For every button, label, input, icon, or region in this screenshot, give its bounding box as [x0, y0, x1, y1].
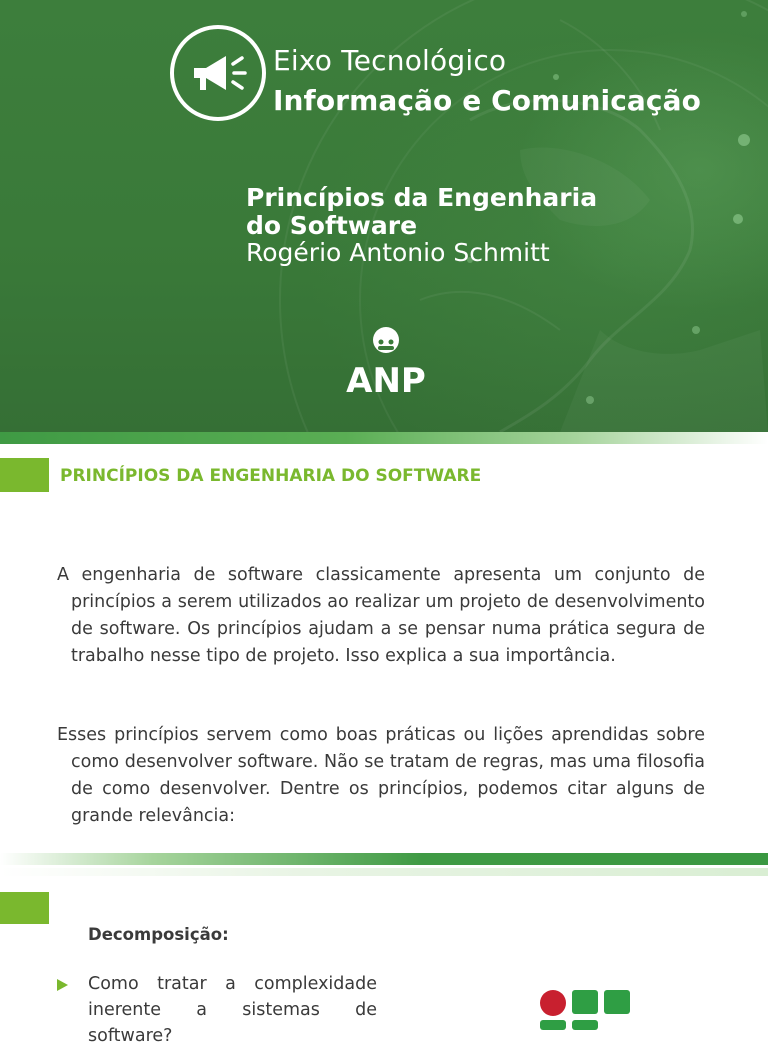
- slide-bottom-stripe: [0, 853, 768, 865]
- section-heading: PRINCÍPIOS DA ENGENHARIA DO SOFTWARE: [60, 466, 482, 486]
- principle-heading: Decomposição:: [88, 925, 229, 944]
- anp-logo: [346, 324, 426, 401]
- axis-name: Informação e Comunicação: [273, 84, 701, 117]
- author-name: Rogério Antonio Schmitt: [246, 238, 550, 267]
- book-title: Princípios da Engenharia do Software: [246, 183, 598, 240]
- bullet-arrow-icon: [57, 979, 68, 991]
- bullet-item: Como tratar a complexidade inerente a sistemas de software?: [88, 974, 377, 1046]
- cover-slide: [0, 0, 768, 432]
- slide-bottom-shadow: [0, 868, 768, 876]
- megaphone-badge: [170, 25, 266, 121]
- paragraph-principles: Esses princípios servem como boas práticas ou lições aprendidas sobre como desenvolver software. Não se tratam de regras, mas uma filosofia de como desenvolver. Dentre os princípios, podemos citar alguns de grande relevância:: [57, 725, 705, 826]
- axis-label: Eixo Tecnológico: [273, 44, 507, 77]
- megaphone-icon: [186, 48, 250, 98]
- cover-bottom-stripe: [0, 432, 768, 444]
- anp-logo-text: ANP: [346, 361, 426, 401]
- paragraph-intro: A engenharia de software classicamente apresenta um conjunto de princípios a serem utilizados ao realizar um projeto de desenvolvimento de software. Os princípios ajudam a se pensar numa prática segura de trabalho nesse tipo de projeto. Isso explica a sua importância.: [57, 565, 705, 666]
- section-marker: [0, 458, 49, 492]
- section-marker-2: [0, 892, 49, 924]
- institution-logo: [536, 988, 636, 1024]
